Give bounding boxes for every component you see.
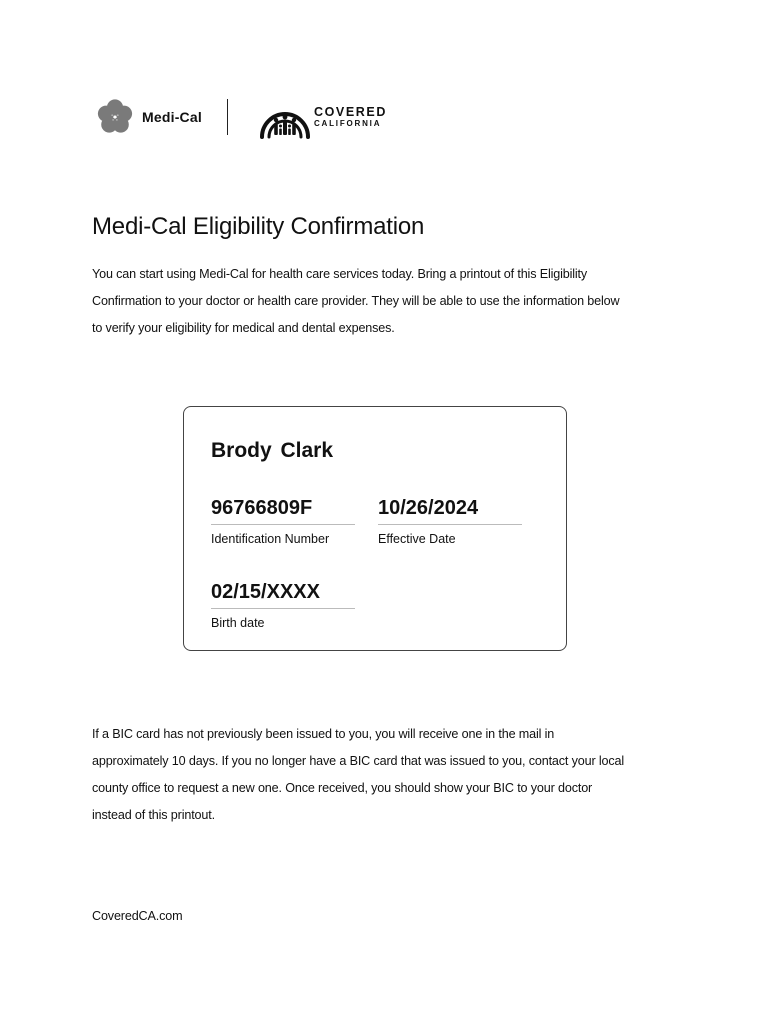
effective-date-value: 10/26/2024 xyxy=(378,497,522,525)
identification-number-label: Identification Number xyxy=(211,532,330,546)
footer-website: CoveredCA.com xyxy=(92,909,183,923)
medical-logo xyxy=(96,98,202,136)
identification-number-value: 96766809F xyxy=(211,497,355,525)
eligibility-card xyxy=(183,406,567,651)
covered-wordmark-line2: CALIFORNIA xyxy=(313,119,382,129)
birth-date-value: 02/15/XXXX xyxy=(211,581,355,609)
poppy-flower-icon xyxy=(96,98,134,136)
birth-date-field xyxy=(211,581,355,630)
intro-paragraph: You can start using Medi-Cal for health care services today. Bring a printout of this Eligibility Confirmation to your doctor or health care provider. They will be able to use the information below to verify your eligibility for medical and dental expenses. xyxy=(92,267,620,335)
identification-number-field xyxy=(211,497,355,546)
member-name: Brody Clark xyxy=(211,439,334,462)
page-title: Medi-Cal Eligibility Confirmation xyxy=(92,213,425,240)
covered-california-arch-icon xyxy=(258,93,312,141)
effective-date-label: Effective Date xyxy=(378,532,456,546)
covered-wordmark-line1: COVERED xyxy=(313,104,387,119)
birth-date-label: Birth date xyxy=(211,616,265,630)
covered-california-wordmark xyxy=(314,106,387,129)
header-logos xyxy=(96,92,387,142)
effective-date-field xyxy=(378,497,522,546)
covered-california-logo xyxy=(258,93,387,141)
medical-brand-text: Medi-Cal xyxy=(142,109,202,125)
bic-card-note: If a BIC card has not previously been issued to you, you will receive one in the mail in approximately 10 days. If you no longer have a BIC card that was issued to you, contact your local county office to request a new one. Once received, you should show your BIC to your doctor instead of this printout. xyxy=(92,727,625,822)
logo-divider xyxy=(227,99,228,135)
